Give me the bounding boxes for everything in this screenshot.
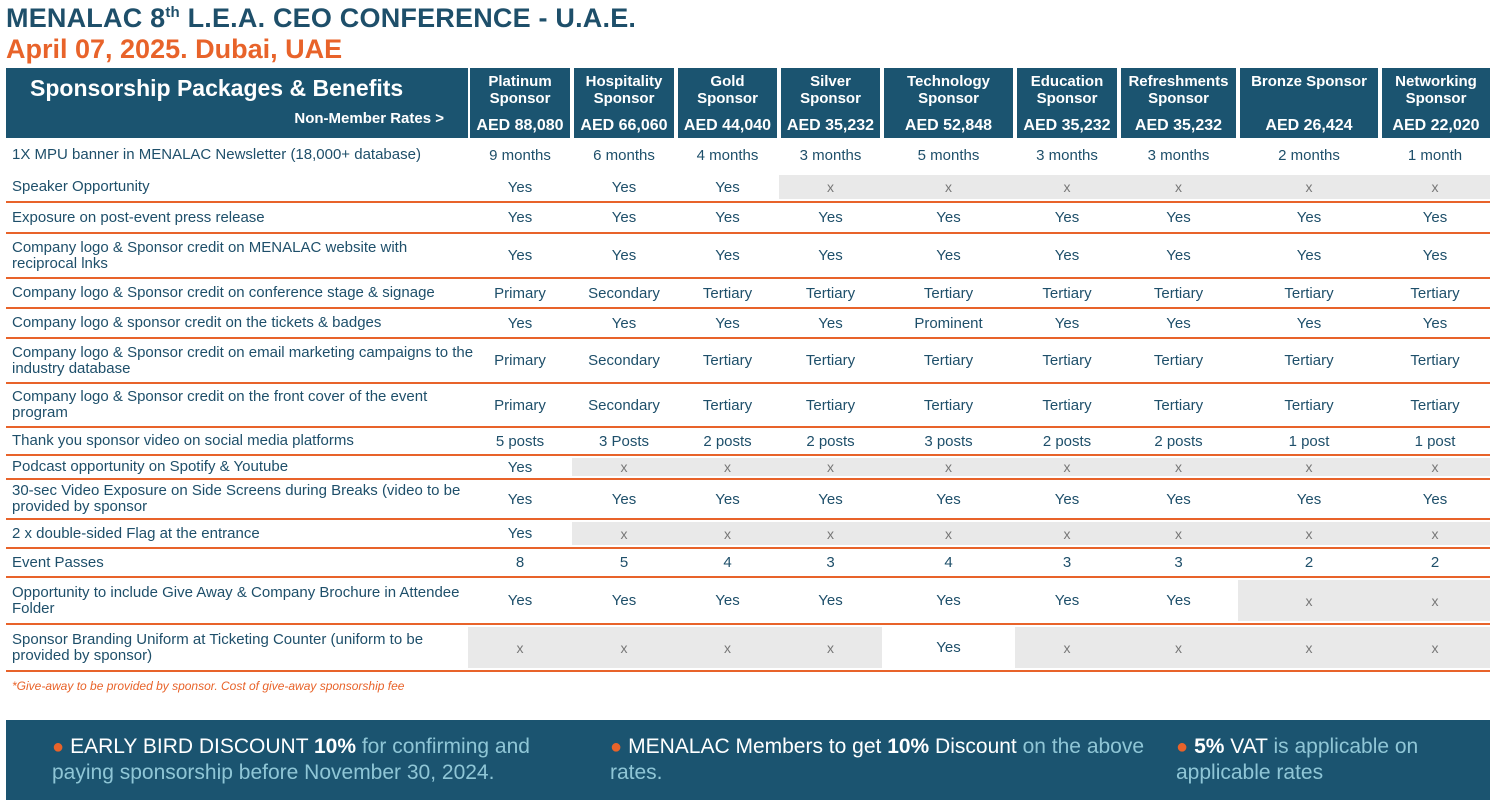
table-cell: Yes [715,209,740,226]
table-cell: x [1380,175,1490,199]
table-cell: Tertiary [923,284,974,302]
table-cell: x [572,458,676,476]
table-row [6,140,1490,170]
table-cell: Tertiary [1410,284,1460,302]
table-row [6,549,1490,578]
table-cell: x [1380,627,1490,668]
table-cell: x [1015,458,1119,476]
table-cell: 2 [1304,554,1314,571]
table-cell: Yes [507,525,533,542]
table-cell: Yes [818,490,843,508]
table-cell: x [1015,175,1119,199]
table-cell: x [1380,522,1490,545]
table-cell: Tertiary [805,352,856,369]
table-cell: x [572,522,676,545]
table-cell: x [779,627,882,668]
column-header [1121,68,1236,138]
table-row [6,339,1490,384]
column-header-price: AED 44,040 [683,117,772,134]
table-cell: Yes [1166,592,1191,609]
feature-label: Sponsor Branding Uniform at Ticketing Counter (uniform to be provided by sponsor) [12,630,424,664]
table-cell: Yes [715,178,740,196]
table-cell: Yes [507,247,533,264]
column-header-name: Networking Sponsor [1395,73,1477,107]
table-cell: Tertiary [1284,396,1334,414]
table-cell: x [1119,458,1238,476]
table-cell: 2 posts [806,432,855,450]
table-cell: Yes [507,592,533,609]
table-cell: 3 months [799,146,862,164]
event-date-location: April 07, 2025. Dubai, UAE [6,34,343,64]
banner-item-vat: ● 5% VAT is applicable on applicable rates [1176,735,1419,784]
discount-banner [6,720,1490,800]
table-row [6,428,1490,456]
table-cell: x [1238,580,1380,621]
table-cell: x [572,627,676,668]
bullet-icon: ● [610,736,623,758]
table-cell: Yes [936,592,961,609]
table-cell: 4 [723,554,732,571]
column-header-name: Bronze Sponsor [1251,73,1367,90]
column-header-name: Platinum Sponsor [488,73,552,107]
table-cell: 5 posts [495,432,545,450]
table-cell: Yes [936,247,961,264]
table-cell: x [1238,627,1380,668]
table-cell: Yes [507,314,533,332]
table-cell: 3 months [1147,146,1210,164]
feature-label: Company logo & Sponsor credit on the front cover of the event program [12,388,428,421]
table-cell: 2 posts [703,432,752,450]
table-cell: Tertiary [805,396,856,414]
table-cell: x [676,627,779,668]
table-cell: Secondary [588,352,660,369]
table-cell: Yes [1054,314,1080,332]
table-row [6,234,1490,279]
table-cell: Yes [611,592,637,609]
table-cell: 3 months [1036,146,1098,164]
table-cell: Tertiary [1042,396,1092,414]
table-cell: Tertiary [1153,352,1204,369]
feature-label: Company logo & Sponsor credit on email marketing campaigns to the industry database [12,343,474,377]
table-cell: Yes [507,490,533,508]
table-cell: Yes [611,247,637,264]
table-cell: Yes [1422,247,1448,264]
column-header-name: Hospitality Sponsor [585,73,663,107]
table-cell: x [882,522,1015,545]
table-row [6,456,1490,480]
column-header-price: AED 22,020 [1392,117,1480,134]
table-cell: Yes [1422,209,1448,226]
column-header-price: AED 26,424 [1265,117,1353,134]
table-row [6,309,1490,339]
table-cell: 2 posts [1042,432,1092,450]
page-title: MENALAC 8th L.E.A. CEO CONFERENCE - U.A.E. [6,3,637,33]
table-cell: x [1238,175,1380,199]
table-cell: Secondary [588,284,660,302]
feature-label: 2 x double-sided Flag at the entrance [12,524,260,542]
table-cell: Tertiary [923,352,974,369]
table-cell: Yes [1054,209,1080,226]
table-cell: Yes [1422,314,1448,332]
table-cell: x [1238,522,1380,545]
table-cell: Yes [818,247,843,264]
table-cell: Secondary [588,396,660,414]
table-cell: 2 posts [1154,432,1203,450]
banner-item-early-bird: ● EARLY BIRD DISCOUNT 10% for confirming and paying sponsorship before November 30, 2024. [52,735,530,784]
table-cell: Yes [818,592,843,609]
table-cell: Tertiary [923,396,974,414]
table-cell: 2 [1430,554,1440,571]
table-cell: Tertiary [1284,352,1334,369]
column-header [574,68,674,138]
feature-label: Company logo & sponsor credit on the tickets & badges [12,314,382,331]
table-cell: 3 posts [924,432,973,450]
table-cell: Primary [494,284,546,302]
feature-label: Company logo & Sponsor credit on conference stage & signage [12,284,435,301]
column-header-price: AED 88,080 [476,117,564,134]
table-cell: Yes [1296,490,1322,508]
column-header-price: AED 66,060 [580,117,668,134]
column-header [470,68,570,138]
column-header-name: Silver Sponsor [800,73,861,107]
table-cell: 5 months [917,146,980,164]
table-cell: x [1119,175,1238,199]
table-cell: 5 [619,554,629,571]
table-cell: Yes [936,209,961,226]
column-header-name: Gold Sponsor [697,73,758,107]
table-cell: x [779,458,882,476]
table-heading-cell [6,68,468,138]
bullet-icon: ● [52,736,65,758]
table-cell: Yes [1166,209,1191,226]
table-cell: Yes [818,314,843,332]
table-cell: Yes [818,209,843,226]
table-row [6,520,1490,549]
table-cell: 8 [515,554,525,571]
column-header-price: AED 35,232 [1134,117,1223,134]
table-cell: Yes [715,490,740,508]
table-cell: Yes [715,314,740,332]
table-cell: Yes [1054,592,1080,609]
table-cell: x [779,522,882,545]
table-cell: Primary [494,396,546,414]
table-cell: 3 Posts [598,432,650,450]
feature-label: Podcast opportunity on Spotify & Youtube [12,458,289,475]
table-cell: Yes [1296,247,1322,264]
table-cell: Yes [611,490,637,508]
feature-label: 1X MPU banner in MENALAC Newsletter (18,000+ database) [12,146,421,163]
table-cell: 9 months [489,146,551,164]
table-cell: Tertiary [1042,284,1092,302]
table-cell: 1 post [1414,432,1456,450]
feature-label: Speaker Opportunity [12,178,150,195]
table-cell: Yes [1054,490,1080,508]
table-cell: Yes [1296,314,1322,332]
table-cell: x [676,522,779,545]
table-cell: x [1238,458,1380,476]
table-cell: x [1380,458,1490,476]
table-cell: Yes [1296,209,1322,226]
column-header [678,68,777,138]
table-cell: Tertiary [1042,352,1092,369]
column-header-price: AED 35,232 [786,117,875,134]
table-cell: Primary [494,352,546,369]
table-cell: x [1380,580,1490,621]
feature-label: Opportunity to include Give Away & Company Brochure in Attendee Folder [12,583,460,617]
column-header [884,68,1013,138]
table-cell: Tertiary [1153,396,1204,414]
table-cell: Yes [1166,314,1191,332]
table-cell: x [676,458,779,476]
column-header-name: Refreshments Sponsor [1128,73,1229,107]
table-cell: Yes [715,247,740,264]
column-header [1240,68,1378,138]
table-cell: 4 [944,554,953,571]
column-header-name: Education Sponsor [1030,73,1104,107]
table-cell: x [882,458,1015,476]
column-header-name: Technology Sponsor [906,73,991,107]
table-cell: x [1119,522,1238,545]
table-cell: Yes [611,178,637,196]
table-cell: 4 months [696,146,759,164]
table-row [6,578,1490,625]
table-cell: 3 [826,554,835,571]
feature-label: 30-sec Video Exposure on Side Screens during Breaks (video to be provided by sponsor [12,482,461,515]
table-cell: Yes [507,209,533,226]
table-cell: Tertiary [805,284,856,302]
table-cell: Tertiary [1153,284,1204,302]
table-subheading: Non-Member Rates > [294,110,444,127]
table-row [6,279,1490,309]
table-cell: Tertiary [1284,284,1334,302]
table-heading: Sponsorship Packages & Benefits [30,75,404,101]
column-header-price: AED 35,232 [1023,117,1111,134]
table-cell: 6 months [593,146,655,164]
table-row [6,203,1490,234]
table-cell: x [1015,522,1119,545]
table-cell: Tertiary [702,284,753,302]
table-cell: 3 [1062,554,1072,571]
feature-label: Company logo & Sponsor credit on MENALAC website with reciprocal lnks [12,238,408,272]
table-cell: x [779,175,882,199]
column-header [781,68,880,138]
feature-label: Thank you sponsor video on social media platforms [12,432,354,449]
table-cell: Tertiary [1410,396,1460,414]
table-cell: Yes [715,592,740,609]
table-row [6,384,1490,428]
table-cell: Yes [611,314,637,332]
table-cell: Tertiary [702,396,753,414]
feature-label: Exposure on post-event press release [12,208,265,226]
feature-label: Event Passes [12,553,104,571]
table-cell: Tertiary [702,352,753,369]
table-cell: x [1015,627,1119,668]
bullet-icon: ● [1176,736,1189,758]
table-cell: Yes [507,178,533,196]
table-cell: 2 months [1278,146,1340,164]
column-header [1382,68,1490,138]
table-cell: Yes [1054,247,1080,264]
table-cell: 1 month [1407,146,1463,164]
column-header-price: AED 52,848 [904,117,993,134]
table-cell: Yes [507,458,533,476]
table-row [6,480,1490,520]
banner-item-member-discount: ● MENALAC Members to get 10% Discount on the above rates. [610,735,1145,784]
column-header [1017,68,1117,138]
table-cell: Yes [1166,490,1191,508]
table-cell: Yes [1166,247,1191,264]
table-cell: 3 [1174,554,1183,571]
table-cell: 1 post [1288,432,1330,450]
table-cell: Yes [936,639,961,656]
table-row [6,173,1490,203]
table-cell: Yes [936,490,961,508]
footnote: *Give-away to be provided by sponsor. Cost of give-away sponsorship fee [12,679,405,693]
table-row [6,625,1490,672]
table-cell: Yes [1422,490,1448,508]
table-cell: Yes [611,209,637,226]
table-cell: Tertiary [1410,352,1460,369]
table-cell: Prominent [914,314,983,332]
table-cell: x [882,175,1015,199]
table-cell: x [1119,627,1238,668]
table-cell: x [468,627,572,668]
